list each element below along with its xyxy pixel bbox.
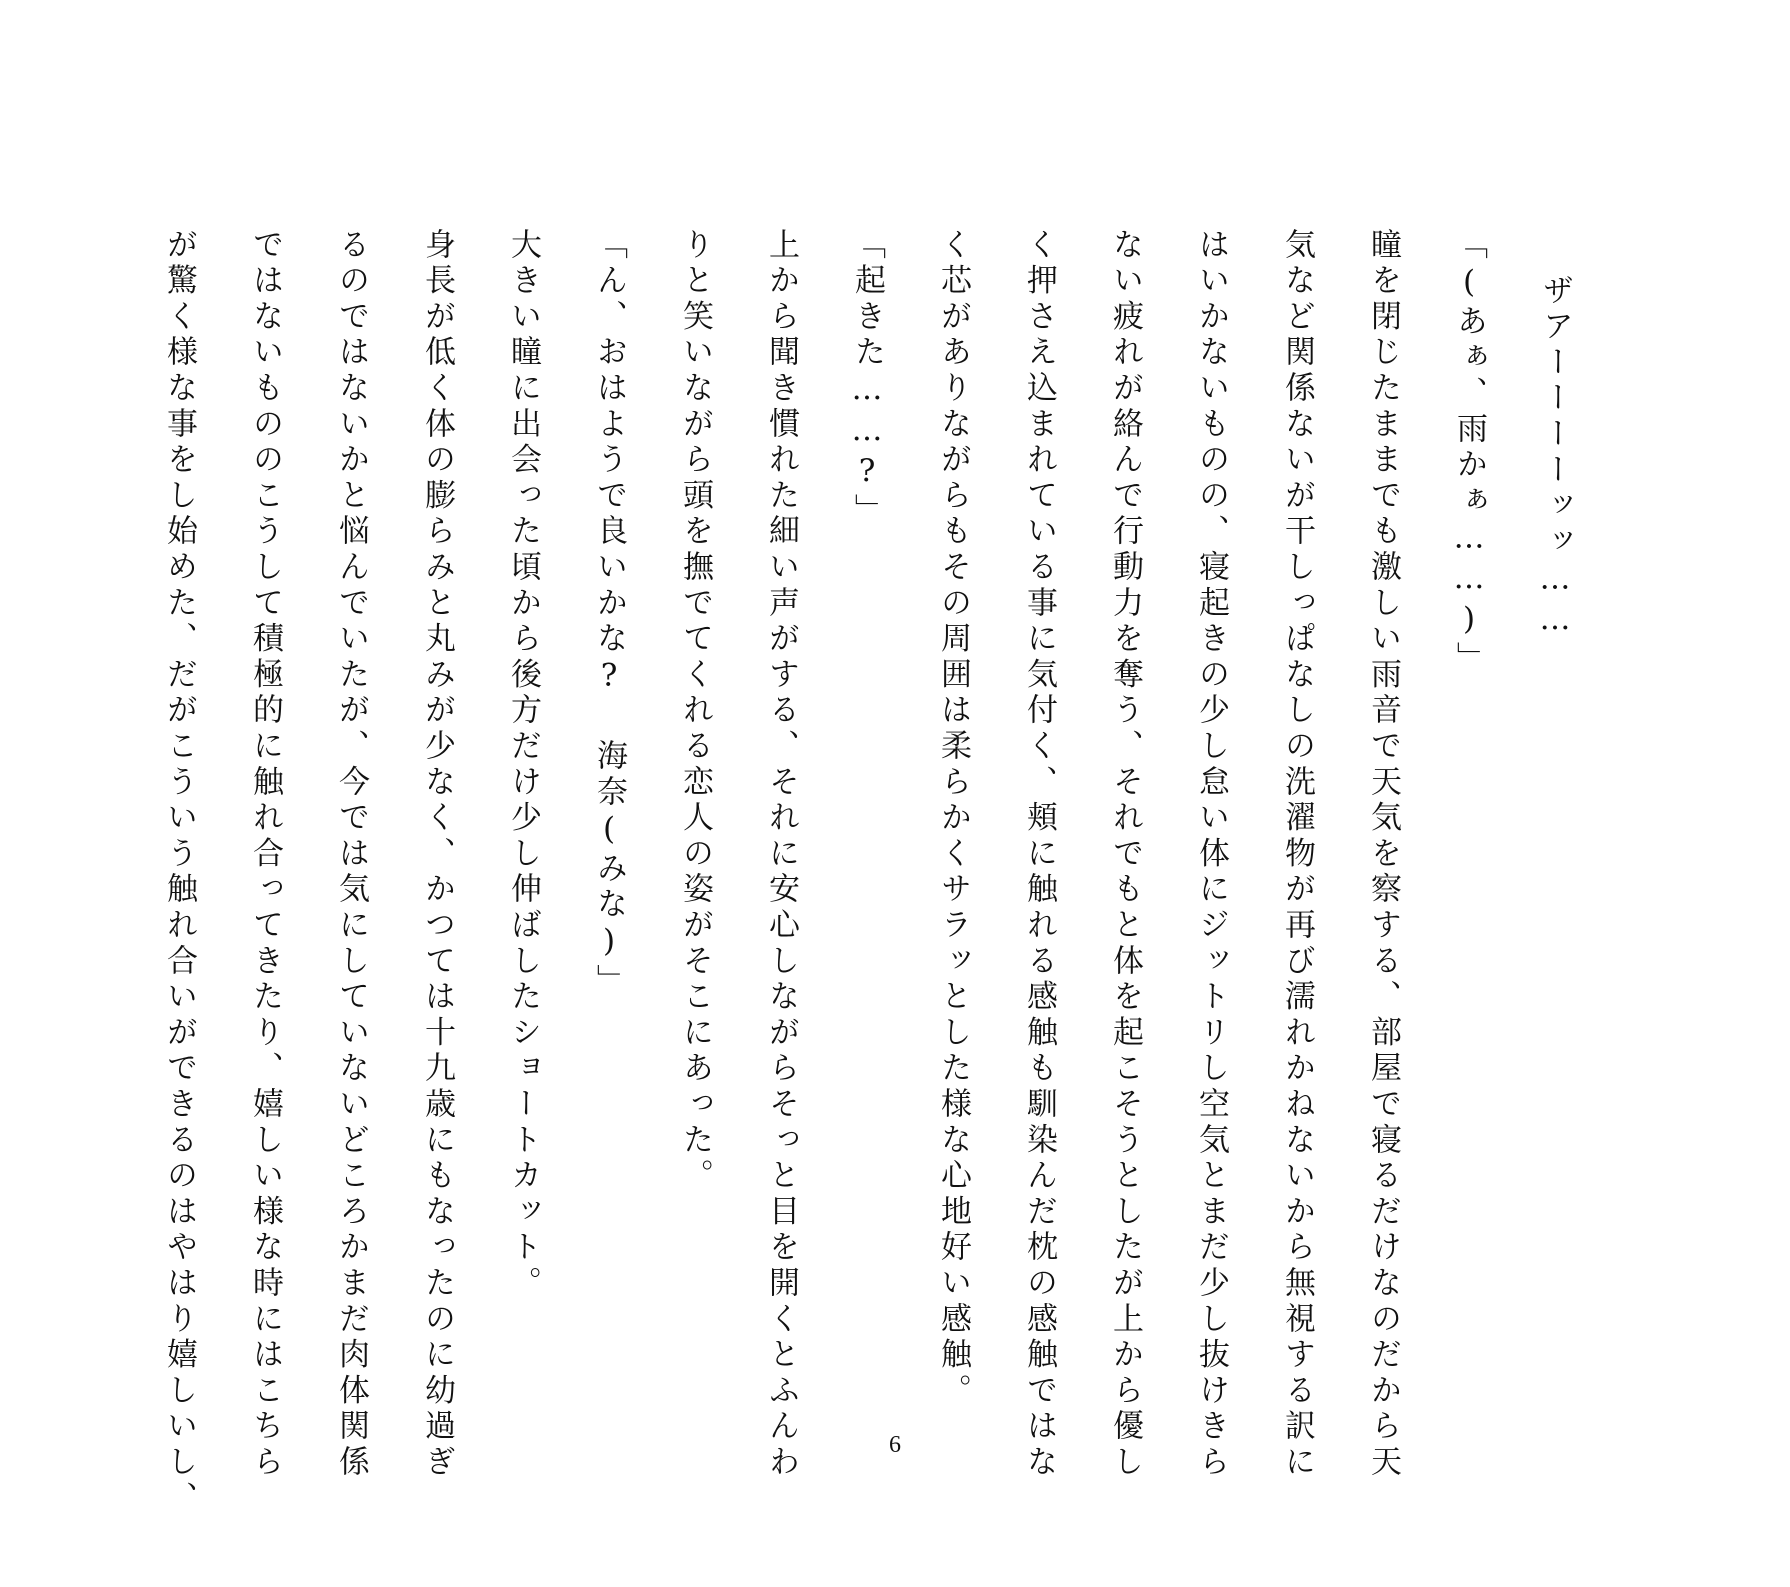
text-line: ではないもののこうして積極的に触れ合ってきたり、嬉しい様な時にはこちら [247, 228, 283, 1481]
text-line: 「ん、おはようで良いかな? 海奈(みな)」 [591, 228, 627, 1000]
page-number: 6 [889, 1432, 901, 1458]
text-line: 「起きた……?」 [849, 228, 885, 530]
text-line: 上から聞き慣れた細い声がする、それに安心しながらそっと目を開くとふんわ [763, 228, 799, 1481]
text-line: 「(あぁ、雨かぁ……)」 [1451, 228, 1487, 678]
body-text [98, 228, 1598, 1517]
text-line: るのではないかと悩んでいたが、今では気にしていないどころかまだ肉体関係 [333, 228, 369, 1481]
text-line: 瞳を閉じたままでも激しい雨音で天気を察する、部屋で寝るだけなのだから天 [1365, 228, 1401, 1481]
text-line: りと笑いながら頭を撫でてくれる恋人の姿がそこにあった。 [677, 228, 713, 1195]
text-line: 気など関係ないが干しっぱなしの洗濯物が再び濡れかねないから無視する訳に [1279, 228, 1315, 1481]
text-line: ない疲れが絡んで行動力を奪う、それでもと体を起こそうとしたが上から優し [1107, 228, 1143, 1481]
text-line: ザアーーーーッッ…… [1537, 274, 1573, 642]
text-line: 身長が低く体の膨らみと丸みが少なく、かつては十九歳にもなったのに幼過ぎ [419, 228, 455, 1481]
text-line: が驚く様な事をし始めた、だがこういう触れ合いができるのはやはり嬉しいし、 [161, 228, 197, 1517]
text-line: 大きい瞳に出会った頃から後方だけ少し伸ばしたショートカット。 [505, 228, 541, 1302]
text-line: はいかないものの、寝起きの少し怠い体にジットリし空気とまだ少し抜けきら [1193, 228, 1229, 1481]
text-line: く芯がありながらもその周囲は柔らかくサラッとした様な心地好い感触。 [935, 228, 971, 1410]
text-line: く押さえ込まれている事に気付く、頬に触れる感触も馴染んだ枕の感触ではな [1021, 228, 1057, 1481]
